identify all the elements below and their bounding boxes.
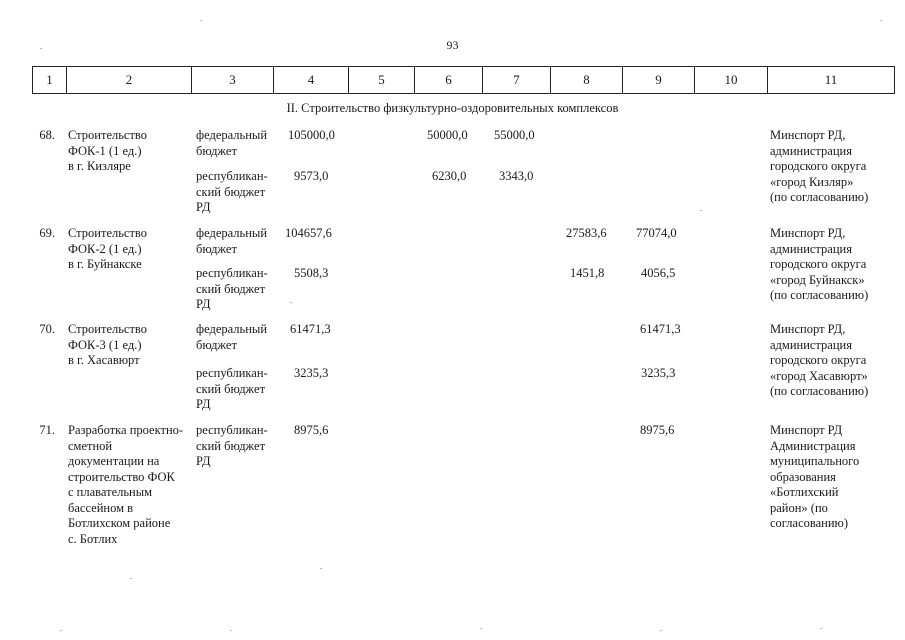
item-name: Строительство ФОК-3 (1 ед.) в г. Хасавюрт — [68, 322, 148, 367]
scan-speck — [40, 48, 42, 49]
scan-speck — [130, 578, 132, 579]
total-amount: 105000,0 — [288, 128, 335, 142]
executor: Минспорт РД, администрация городского округа «город Буйнакск» (по согласованию) — [770, 226, 869, 302]
total-amount: 5508,3 — [294, 266, 329, 280]
item-name: Строительство ФОК-2 (1 ед.) в г. Буйнакске — [68, 226, 148, 271]
column-header: 1 — [33, 67, 67, 94]
funding-source: республикан- ский бюджет РД — [196, 423, 268, 468]
executor: Минспорт РД Администрация муниципального образования «Ботлихский район» (по согласованию) — [770, 423, 860, 530]
row-number: 68. — [39, 128, 55, 142]
scan-speck — [230, 630, 232, 631]
total-amount: 8975,6 — [294, 423, 329, 437]
column-header: 5 — [349, 67, 415, 94]
page-number: 93 — [446, 38, 459, 52]
scan-speck — [660, 630, 662, 631]
amount-col7: 55000,0 — [494, 128, 535, 142]
amount-col8: 1451,8 — [570, 266, 605, 280]
amount-col7: 3343,0 — [499, 169, 534, 183]
section-title: II. Строительство физкультурно-оздоровительных комплексов — [286, 101, 619, 115]
total-amount: 3235,3 — [294, 366, 329, 380]
amount-col9: 3235,3 — [641, 366, 676, 380]
amount-col9: 4056,5 — [641, 266, 676, 280]
total-amount: 104657,6 — [285, 226, 332, 240]
funding-source: республикан- ский бюджет РД — [196, 266, 268, 311]
column-header: 11 — [768, 67, 895, 94]
column-header: 10 — [695, 67, 768, 94]
column-header: 3 — [192, 67, 274, 94]
funding-source: республикан- ский бюджет РД — [196, 169, 268, 214]
scan-speck — [820, 628, 822, 629]
funding-source: федеральный бюджет — [196, 226, 268, 256]
scan-speck — [700, 210, 702, 211]
total-amount: 9573,0 — [294, 169, 329, 183]
scan-speck — [200, 20, 202, 21]
item-name: Разработка проектно- сметной документации на строительство ФОК с плавательным бассейном в Ботлихском районе с. Ботлих — [68, 423, 184, 546]
column-header: 7 — [483, 67, 551, 94]
row-number: 70. — [39, 322, 55, 336]
funding-source: республикан- ский бюджет РД — [196, 366, 268, 411]
row-number: 71. — [39, 423, 55, 437]
amount-col8: 27583,6 — [566, 226, 607, 240]
amount-col9: 77074,0 — [636, 226, 677, 240]
item-name: Строительство ФОК-1 (1 ед.) в г. Кизляре — [68, 128, 148, 173]
executor: Минспорт РД, администрация городского округа «город Хасавюрт» (по согласованию) — [770, 322, 869, 398]
row-number: 69. — [39, 226, 55, 240]
amount-col6: 6230,0 — [432, 169, 467, 183]
column-header: 6 — [415, 67, 483, 94]
column-header-row — [32, 66, 895, 94]
funding-source: федеральный бюджет — [196, 322, 268, 352]
column-header: 2 — [67, 67, 192, 94]
amount-col6: 50000,0 — [427, 128, 468, 142]
scan-speck — [60, 630, 62, 631]
scan-speck — [290, 302, 292, 303]
amount-col9: 8975,6 — [640, 423, 675, 437]
scan-speck — [880, 20, 882, 21]
column-header: 9 — [623, 67, 695, 94]
executor: Минспорт РД, администрация городского округа «город Кизляр» (по согласованию) — [770, 128, 869, 204]
funding-source: федеральный бюджет — [196, 128, 268, 158]
total-amount: 61471,3 — [290, 322, 331, 336]
amount-col9: 61471,3 — [640, 322, 681, 336]
column-header: 8 — [551, 67, 623, 94]
scan-speck — [320, 568, 322, 569]
scan-speck — [480, 628, 482, 629]
column-header: 4 — [274, 67, 349, 94]
